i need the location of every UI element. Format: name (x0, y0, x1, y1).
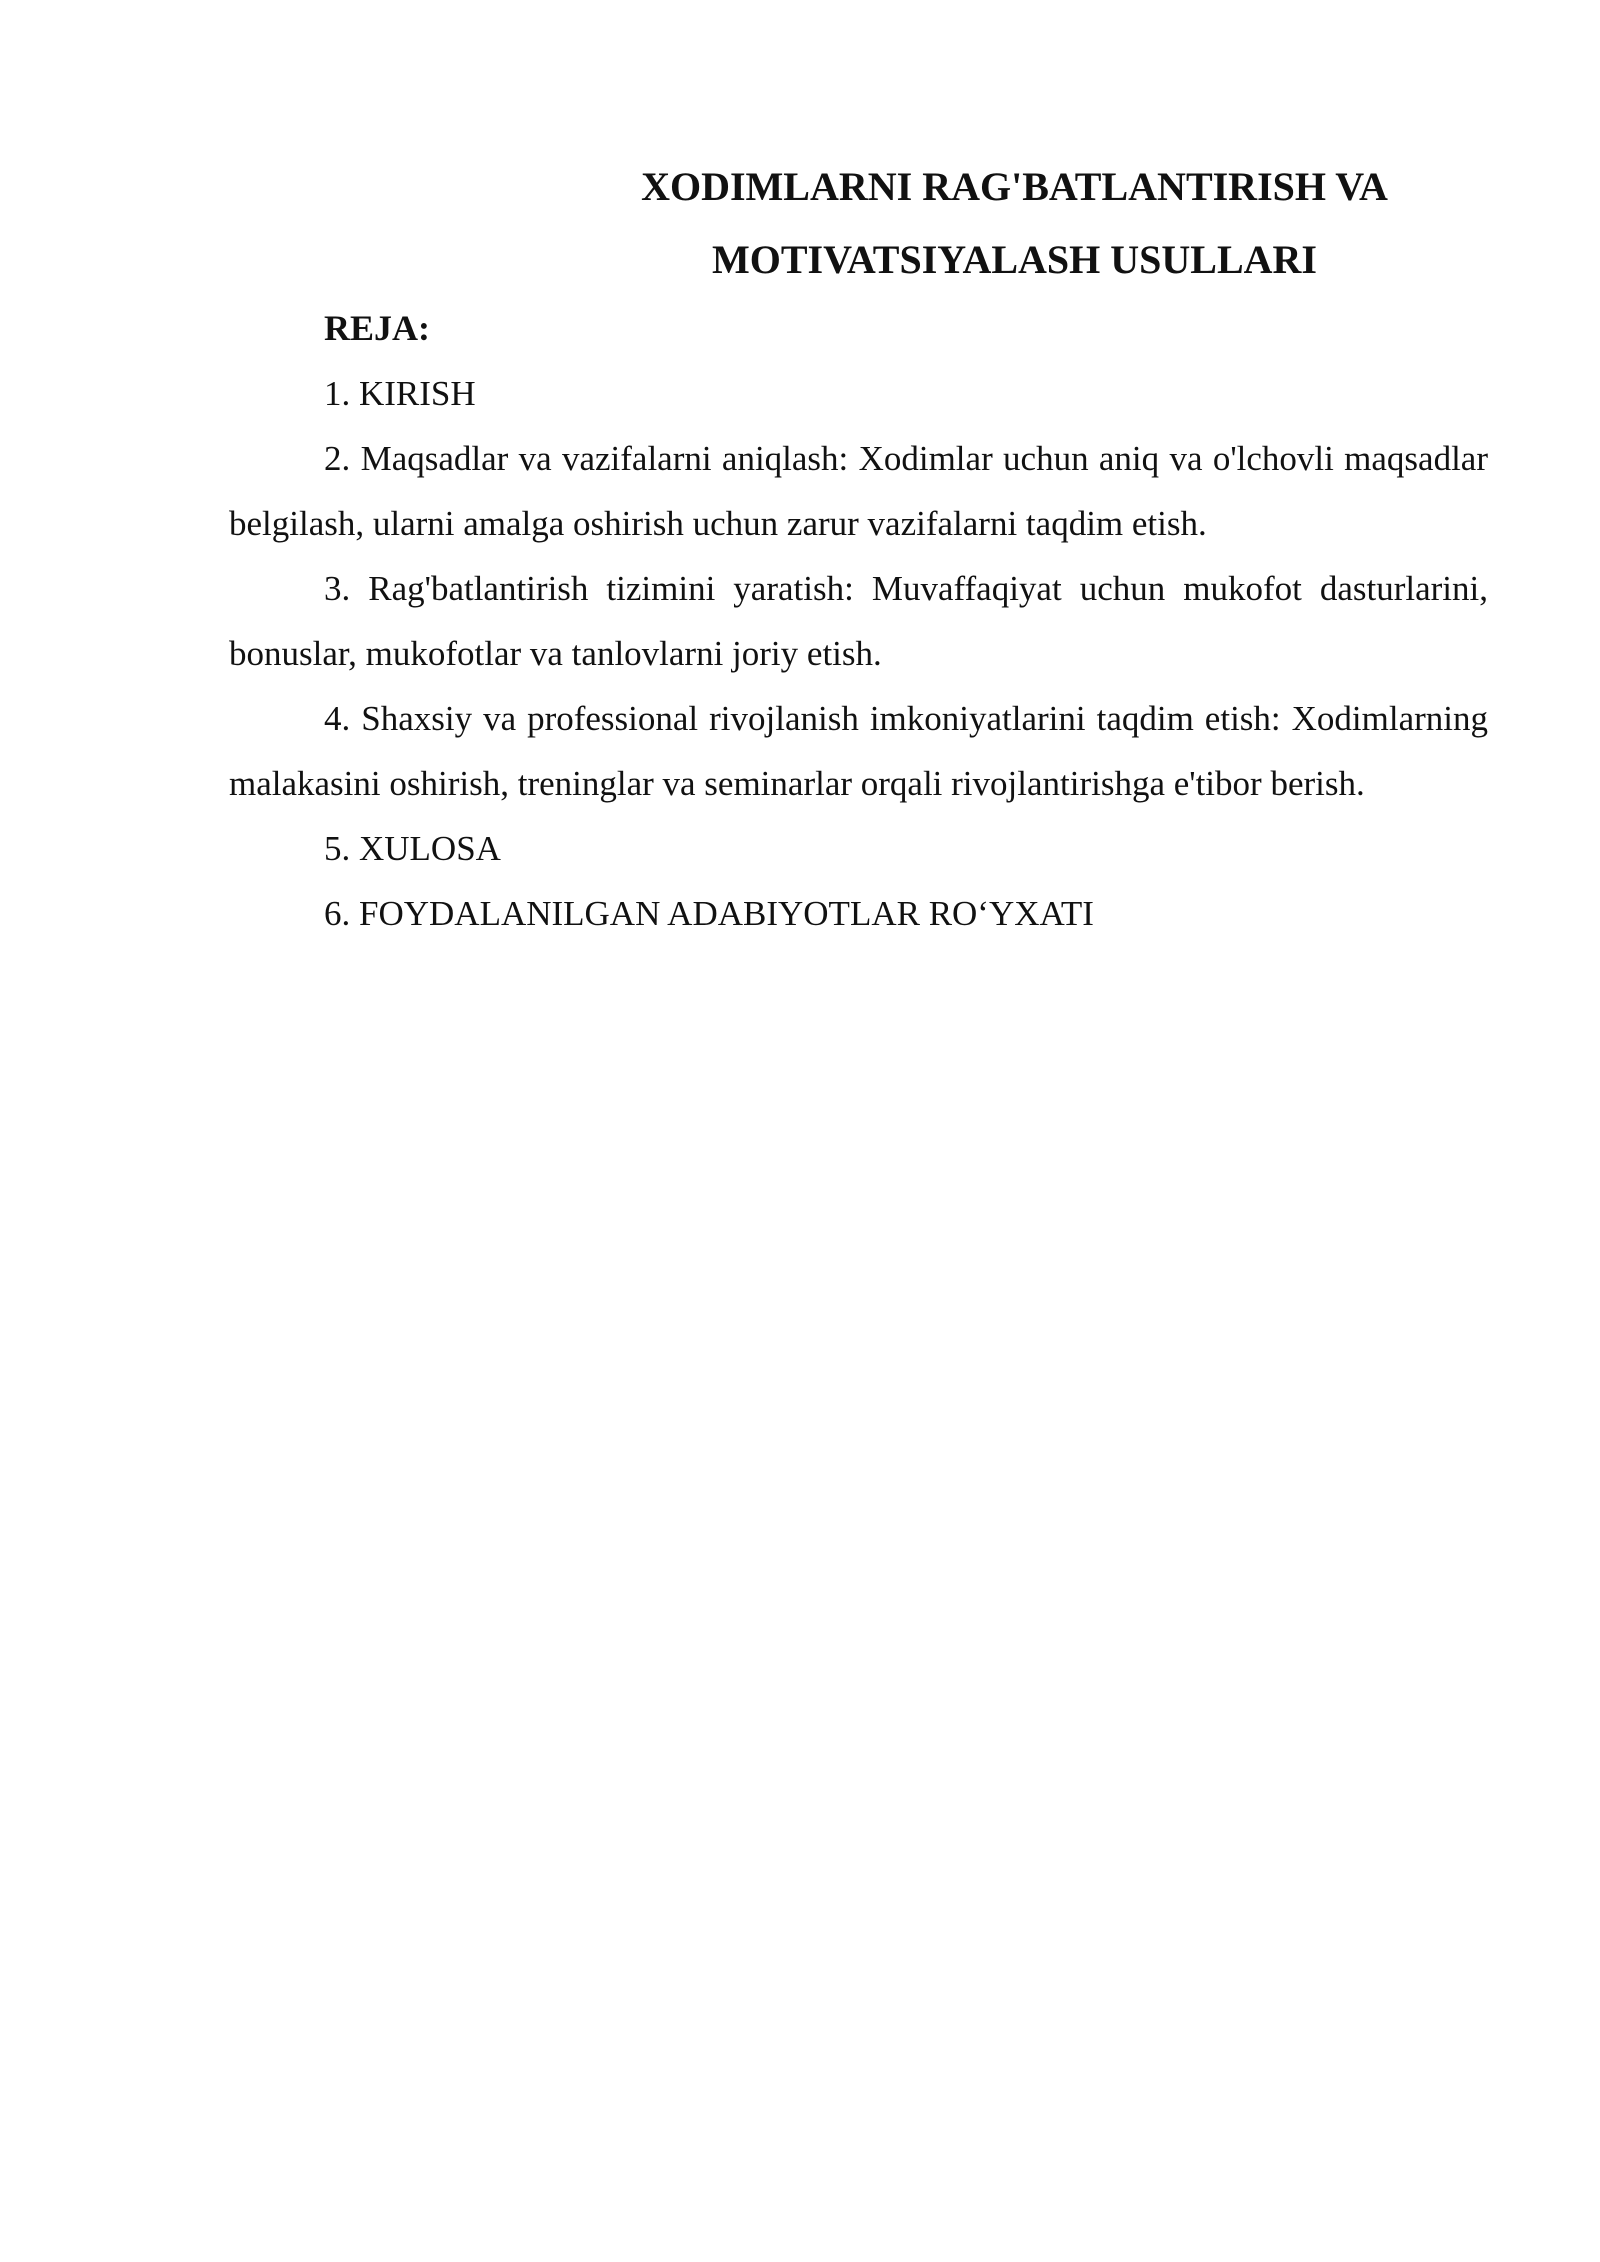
document-title (229, 150, 1488, 296)
plan-item-references: 6. FOYDALANILGAN ADABIYOTLAR RO‘YXATI (324, 894, 1094, 933)
plan-item-goals: 2. Maqsadlar va vazifalarni aniqlash: Xodimlar uchun aniq va o'lchovli maqsadlar belgilash, ularni amalga oshirish uchun zarur vazifalarni taqdim etish. (229, 439, 1488, 543)
title-line-2: MOTIVATSIYALASH USULLARI (712, 237, 1317, 282)
title-line-1: XODIMLARNI RAG'BATLANTIRISH VA (641, 164, 1388, 209)
plan-item-development: 4. Shaxsiy va professional rivojlanish imkoniyatlarini taqdim etish: Xodimlarning malakasini oshirish, treninglar va seminarlar orqali rivojlantirishga e'tibor berish. (229, 699, 1488, 803)
plan-item-incentive-system: 3. Rag'batlantirish tizimini yaratish: Muvaffaqiyat uchun mukofot dasturlarini, bonuslar, mukofotlar va tanlovlarni joriy etish. (229, 569, 1488, 673)
plan-heading: REJA: (324, 308, 430, 348)
plan-item-introduction: 1. KIRISH (324, 374, 476, 413)
page-content (229, 150, 1488, 946)
plan-item-conclusion: 5. XULOSA (324, 829, 501, 868)
